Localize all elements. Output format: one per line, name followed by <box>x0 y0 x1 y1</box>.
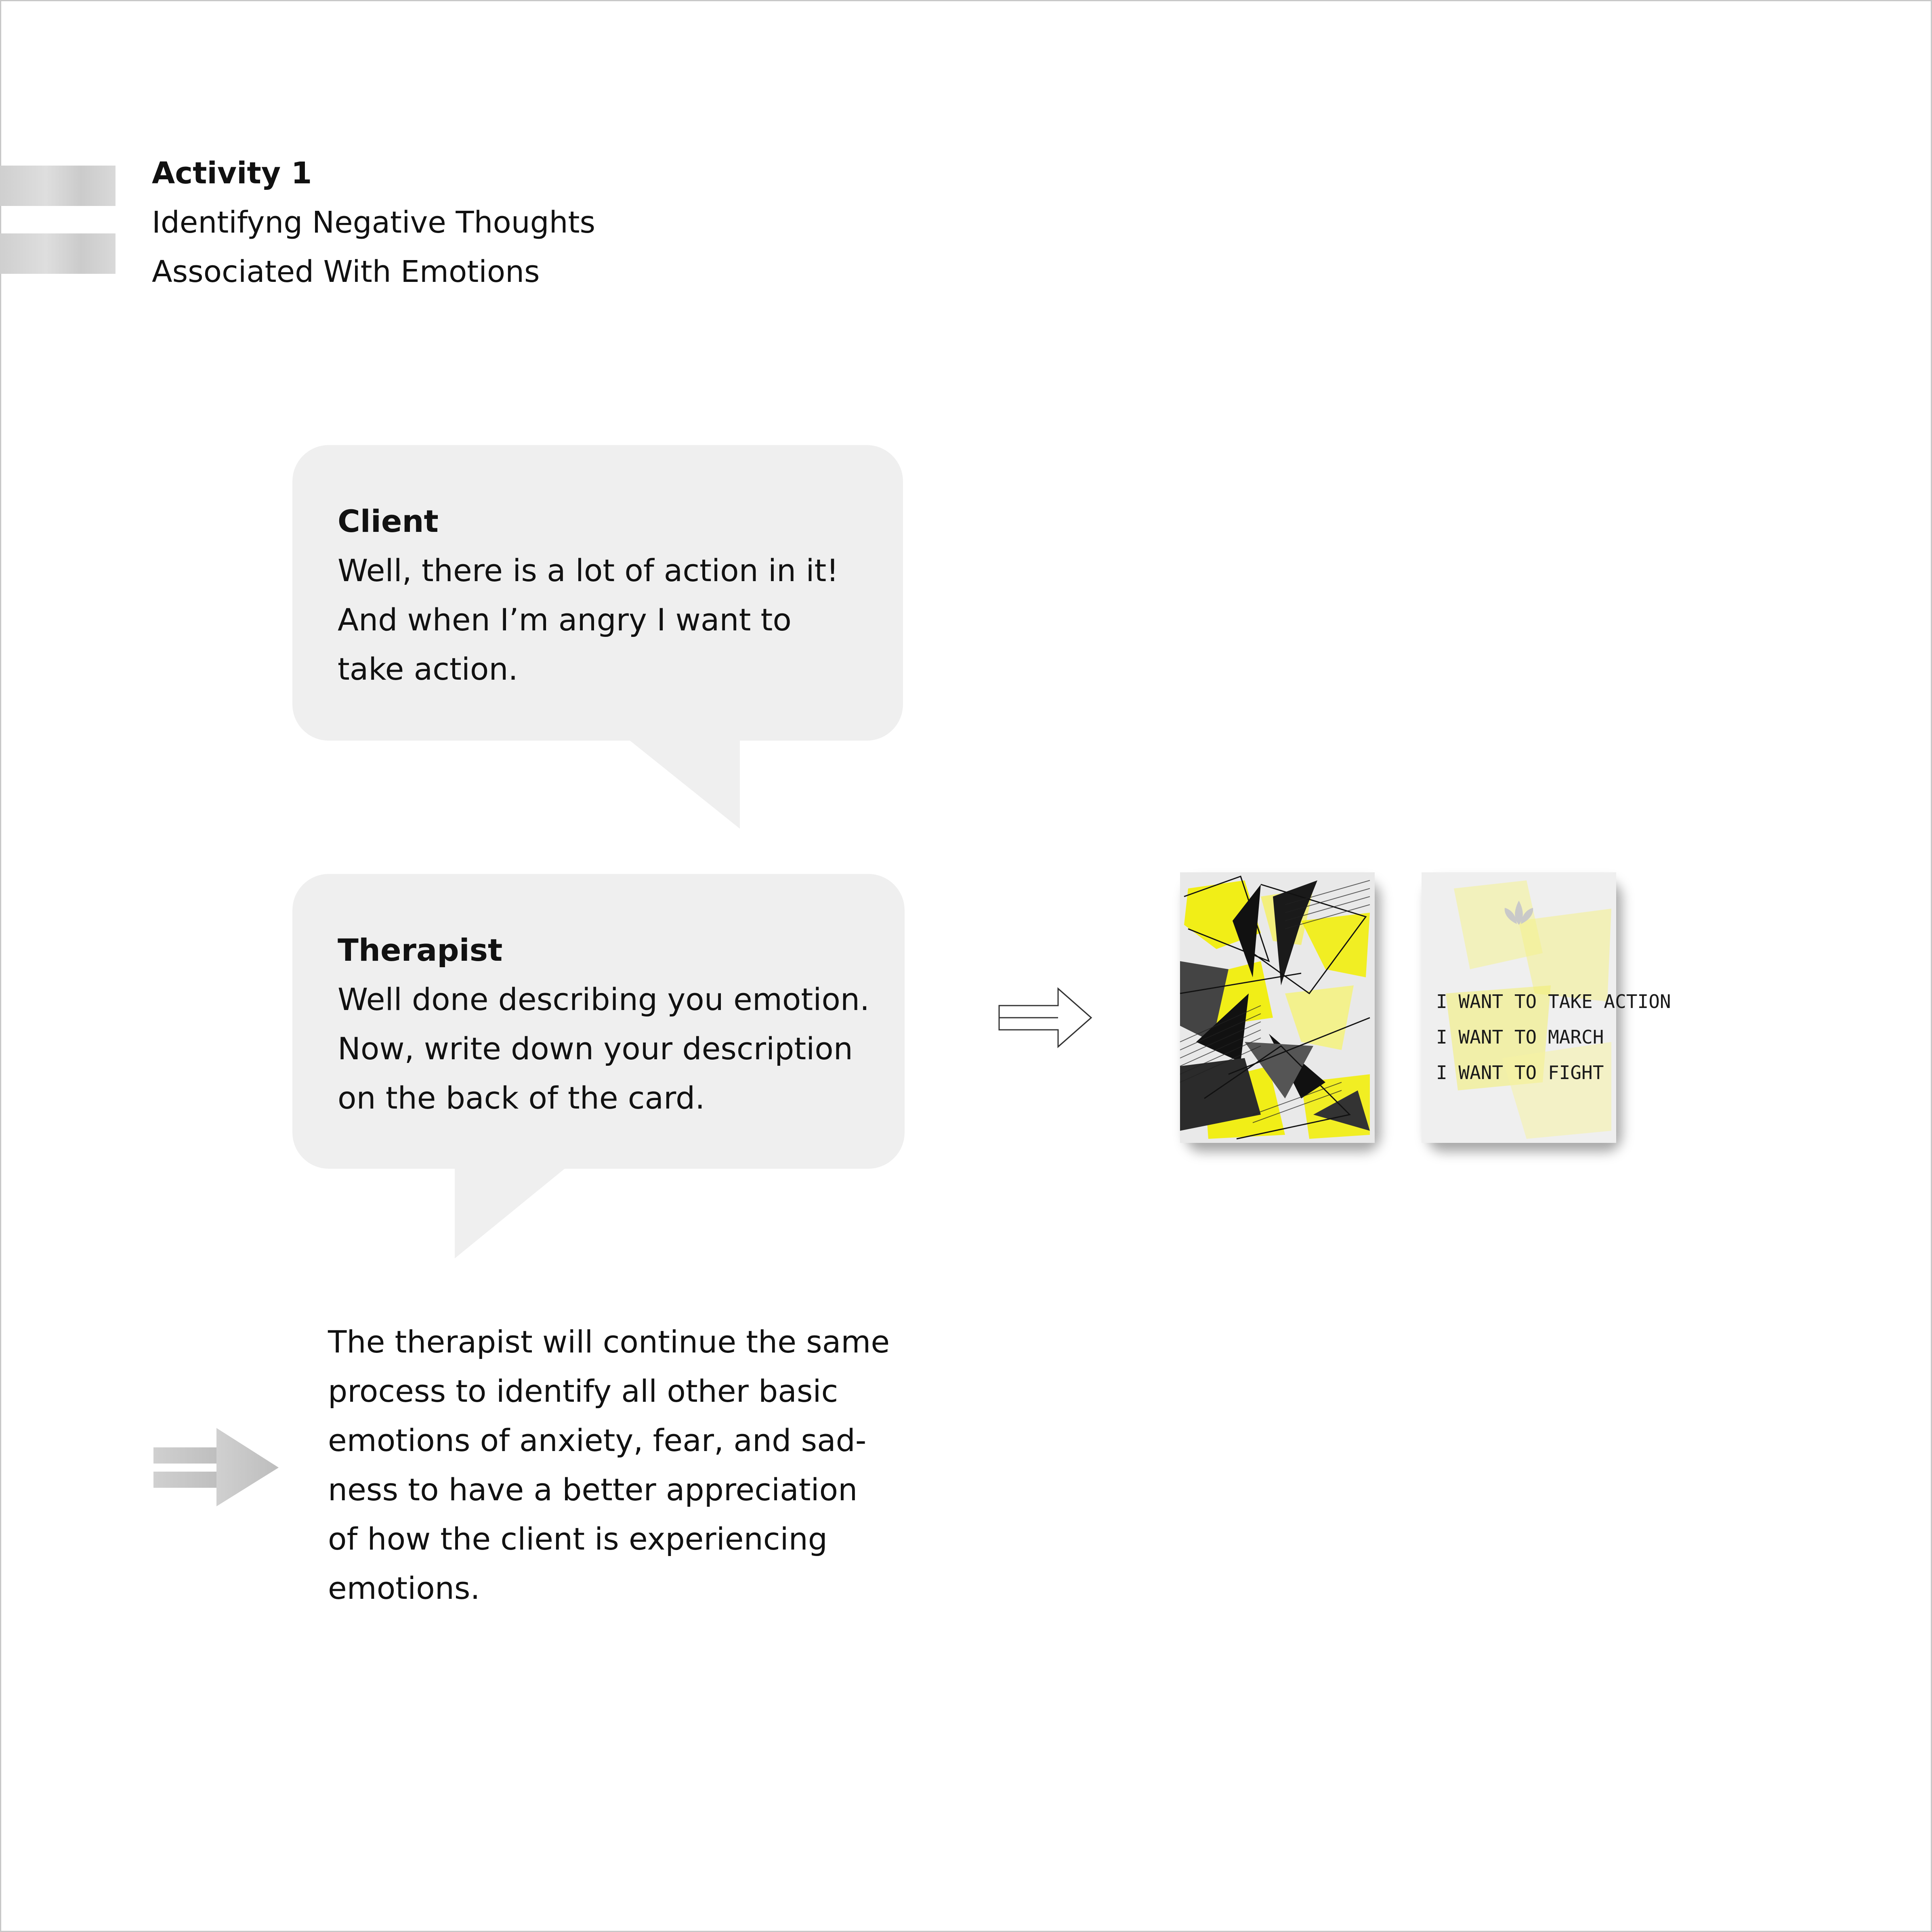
therapist-bubble-text <box>338 926 869 1123</box>
client-text-line2: And when I’m angry I want to <box>338 602 792 638</box>
activity-subtitle-line1: Identifyng Negative Thoughts <box>152 205 596 240</box>
note-line1: The therapist will continue the same <box>328 1324 890 1360</box>
note-line5: of how the client is experiencing <box>328 1521 828 1557</box>
note-line2: process to identify all other basic <box>328 1373 838 1409</box>
card-front-artwork <box>1180 872 1375 1143</box>
therapist-bubble-tail <box>455 1166 572 1260</box>
therapist-text-line1: Well done describing you emotion. <box>338 981 870 1017</box>
card-back-text <box>1436 984 1671 1090</box>
activity-header <box>152 149 595 296</box>
decorative-bar-bottom <box>0 233 116 274</box>
emotion-card-back <box>1422 872 1671 1143</box>
card-line2: I WANT TO MARCH <box>1436 1026 1604 1048</box>
client-bubble-tail <box>626 737 743 830</box>
outline-arrow-icon <box>998 985 1094 1050</box>
grey-arrow-icon <box>153 1427 283 1508</box>
therapist-text-line3: on the back of the card. <box>338 1080 705 1116</box>
client-bubble-text <box>338 497 839 694</box>
card-line1: I WANT TO TAKE ACTION <box>1436 991 1671 1012</box>
note-line3: emotions of anxiety, fear, and sad- <box>328 1422 867 1458</box>
decorative-bar-top <box>0 166 116 206</box>
client-text-line3: take action. <box>338 651 518 687</box>
client-text-line1: Well, there is a lot of action in it! <box>338 552 839 588</box>
card-line3: I WANT TO FIGHT <box>1436 1062 1604 1084</box>
client-speech-bubble <box>292 445 903 741</box>
process-note <box>328 1317 890 1613</box>
client-speaker-label: Client <box>338 503 439 539</box>
therapist-speaker-label: Therapist <box>338 932 503 968</box>
note-line4: ness to have a better appreciation <box>328 1472 858 1508</box>
note-line6: emotions. <box>328 1570 480 1606</box>
therapist-speech-bubble <box>292 874 905 1169</box>
therapist-text-line2: Now, write down your description <box>338 1031 853 1067</box>
activity-subtitle-line2: Associated With Emotions <box>152 254 540 289</box>
emotion-card-front <box>1180 872 1375 1143</box>
activity-title: Activity 1 <box>152 156 312 191</box>
